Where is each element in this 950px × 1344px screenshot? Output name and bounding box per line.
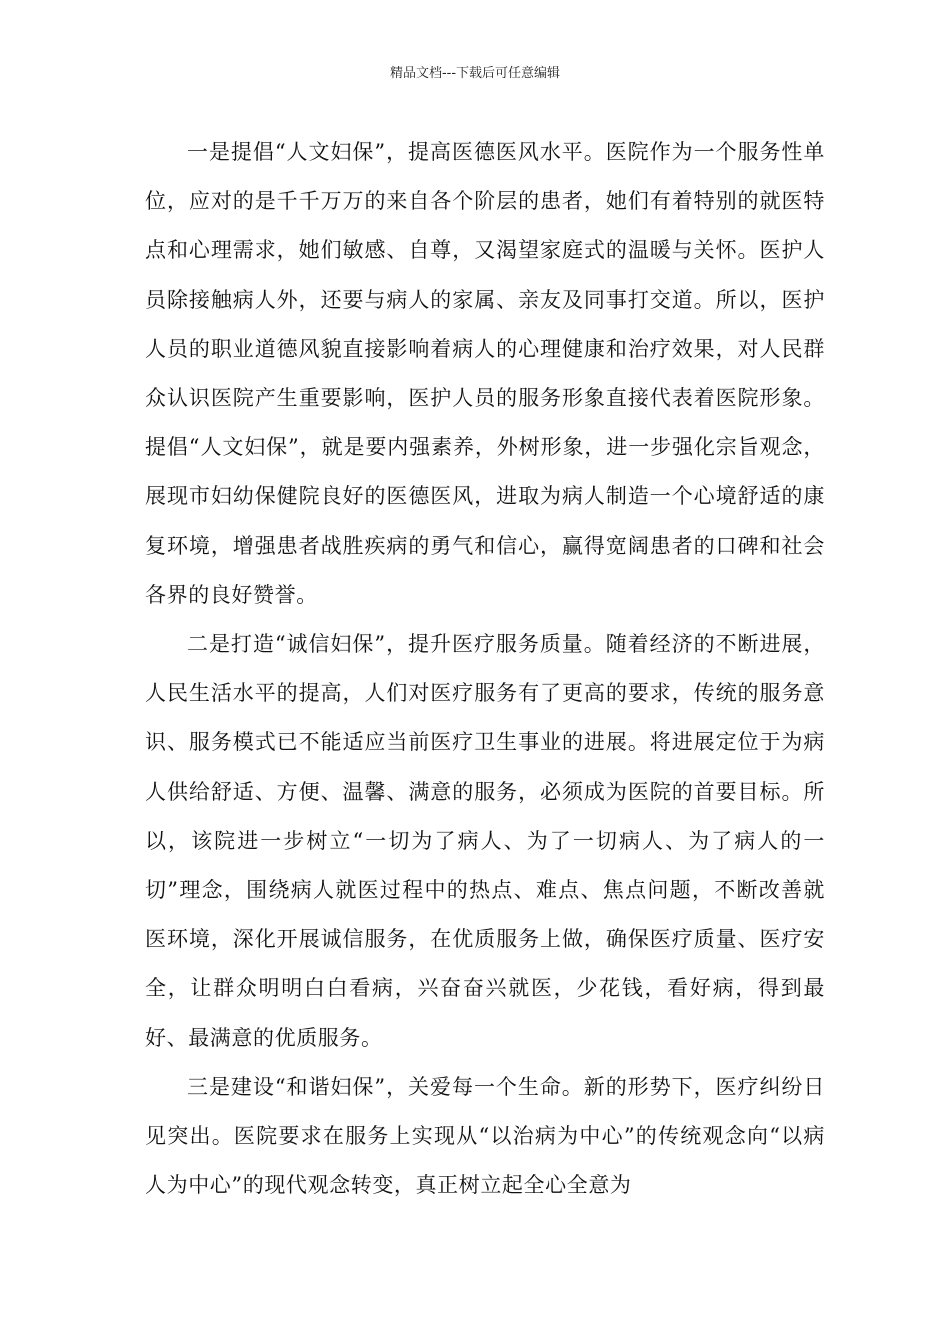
- document-body: [145, 128, 825, 1210]
- paragraph-humanistic-care: 一是提倡“人文妇保”，提高医德医风水平。医院作为一个服务性单位，应对的是千千万万的来自各个阶层的患者，她们有着特别的就医特点和心理需求，她们敏感、自尊，又渴望家庭式的温暖与关怀。医护人员除接触病人外，还要与病人的家属、亲友及同事打交道。所以，医护人员的职业道德风貌直接影响着病人的心理健康和治疗效果，对人民群众认识医院产生重要影响，医护人员的服务形象直接代表着医院形象。提倡“人文妇保”，就是要内强素养，外树形象，进一步强化宗旨观念，展现市妇幼保健院良好的医德医风，进取为病人制造一个心境舒适的康复环境，增强患者战胜疾病的勇气和信心，赢得宽阔患者的口碑和社会各界的良好赞誉。: [145, 140, 825, 607]
- page-header: 精品文档---下载后可任意编辑: [389, 66, 561, 81]
- paragraph-harmony: 三是建设“和谐妇保”，关爱每一个生命。新的形势下，医疗纠纷日见突出。医院要求在服务上实现从“以治病为中心”的传统观念向“以病人为中心”的现代观念转变，真正树立起全心全意为: [145, 1074, 825, 1198]
- paragraph-integrity-service: 二是打造“诚信妇保”，提升医疗服务质量。随着经济的不断进展，人民生活水平的提高，人们对医疗服务有了更高的要求，传统的服务意识、服务模式已不能适应当前医疗卫生事业的进展。将进展定位于为病人供给舒适、方便、温馨、满意的服务，必须成为医院的首要目标。所以，该院进一步树立“一切为了病人、为了一切病人、为了病人的一切”理念，围绕病人就医过程中的热点、难点、焦点问题，不断改善就医环境，深化开展诚信服务，在优质服务上做，确保医疗质量、医疗安全，让群众明明白白看病，兴奋奋兴就医，少花钱，看好病，得到最好、最满意的优质服务。: [145, 632, 825, 1050]
